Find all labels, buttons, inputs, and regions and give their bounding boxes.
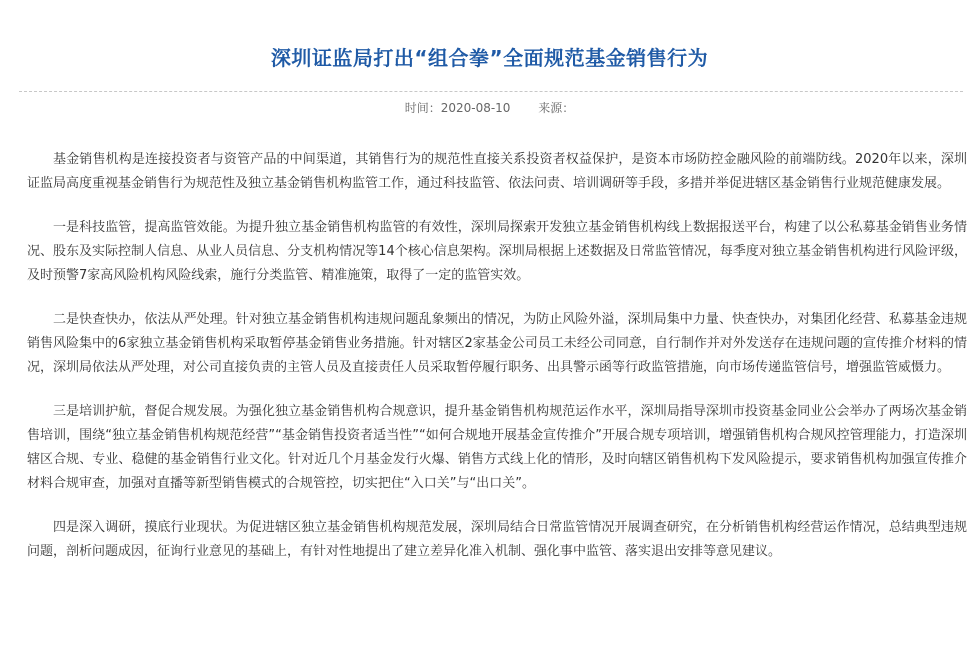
article-meta bbox=[0, 99, 979, 117]
paragraph-research: 四是深入调研，摸底行业现状。为促进辖区独立基金销售机构规范发展，深圳局结合日常监管情况开展调查研究，在分析销售机构经营运作情况，总结典型违规问题，剖析问题成因，征询行业意见的基础上，有针对性地提出了建立差异化准入机制、强化事中监管、落实退出安排等意见建议。 bbox=[27, 520, 967, 559]
publish-time bbox=[405, 99, 511, 117]
title-divider bbox=[19, 91, 963, 92]
publish-date: 2020-08-10 bbox=[440, 101, 511, 115]
article-body bbox=[27, 148, 967, 584]
paragraph-tech-supervision: 一是科技监管，提高监管效能。为提升独立基金销售机构监管的有效性，深圳局探索开发独立基金销售机构线上数据报送平台，构建了以公私募基金销售业务情况、股东及实际控制人信息、从业人员信息、分支机构情况等14个核心信息架构。深圳局根据上述数据及日常监管情况，每季度对独立基金销售机构进行风险评级，及时预警7家高风险机构风险线索，施行分类监管、精准施策，取得了一定的监管实效。 bbox=[27, 220, 967, 283]
time-label: 时间： bbox=[404, 101, 441, 115]
paragraph-enforcement: 二是快查快办，依法从严处理。针对独立基金销售机构违规问题乱象频出的情况，为防止风险外溢，深圳局集中力量、快查快办，对集团化经营、私募基金违规销售风险集中的6家独立基金销售机构采取暂停基金销售业务措施。针对辖区2家基金公司员工未经公司同意，自行制作并对外发送存在违规问题的宣传推介材料的情况，深圳局依法从严处理，对公司直接负责的主管人员及直接责任人员采取暂停履行职务、出具警示函等行政监管措施，向市场传递监管信号，增强监管威慑力。 bbox=[27, 312, 967, 375]
source-label: 来源： bbox=[538, 101, 575, 115]
paragraph-training: 三是培训护航，督促合规发展。为强化独立基金销售机构合规意识，提升基金销售机构规范运作水平，深圳局指导深圳市投资基金同业公会举办了两场次基金销售培训，围绕“独立基金销售机构规范经营”“基金销售投资者适当性”“如何合规地开展基金宣传推介”开展合规专项培训，增强销售机构合规风控管理能力，打造深圳辖区合规、专业、稳健的基金销售行业文化。针对近几个月基金发行火爆、销售方式线上化的情形，及时向辖区销售机构下发风险提示，要求销售机构加强宣传推介材料合规审查，加强对直播等新型销售模式的合规管控，切实把住“入口关”与“出口关”。 bbox=[27, 404, 967, 491]
article-title: 深圳证监局打出“组合拳”全面规范基金销售行为 bbox=[270, 46, 709, 70]
paragraph-intro: 基金销售机构是连接投资者与资管产品的中间渠道，其销售行为的规范性直接关系投资者权益保护，是资本市场防控金融风险的前端防线。2020年以来，深圳证监局高度重视基金销售行为规范性及独立基金销售机构监管工作，通过科技监管、依法问责、培训调研等手段，多措并举促进辖区基金销售行业规范健康发展。 bbox=[27, 152, 967, 191]
